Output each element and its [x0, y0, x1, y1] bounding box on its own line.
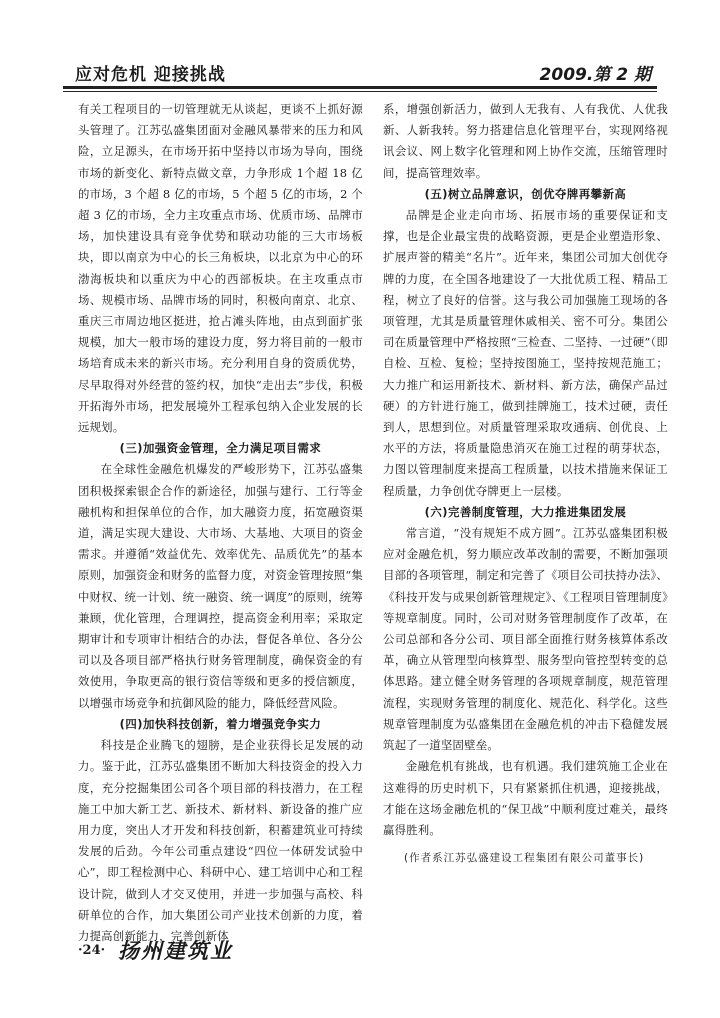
- section-heading: (五)树立品牌意识，创优夺牌再攀新高: [424, 186, 627, 201]
- issue-label: 2009.第 2 期: [539, 65, 651, 85]
- paragraph: 系，增强创新活力，做到人无我有、人有我优、人优我新、人新我转。努力搭建信息化管理平台，实现网络视讯会议、网上数字化管理和网上协作交流，压缩管理时间，提高管理效率。: [383, 102, 668, 180]
- journal-logo: 扬州建筑业: [118, 938, 233, 963]
- section-heading: (三)加强资金管理，全力满足项目需求: [119, 441, 322, 456]
- paragraph: 有关工程项目的一切管理就无从谈起，更谈不上抓好源头管理了。江苏弘盛集团面对金融风暴带来的压力和风险，立足源头，在市场开拓中坚持以市场为导向，围绕市场的新变化、新特点做文章，力争形成 1个超 18 亿的市场，3 个超 8 亿的市场，5 个超 5 亿的市场，2 个超 3 亿的市场，全力主攻重点市场、优质市场、品牌市场，加快建设具有竞争优势和联动功能的三大市场板块，即以南京为中心的长三角板块，以北京为中心的环渤海板块和以重庆为中心的西部板块。在主攻重点市场、规模市场、品牌市场的同时，积极向南京、北京、重庆三市周边地区挺进，抢占滩头阵地，由点到面扩张规模，加大一般市场的建设力度，努力将目前的一般市场培育成未来的新兴市场。充分利用自身的资质优势，尽早取得对外经营的签约权，加快“走出去”步伐，积极开拓海外市场，把发展境外工程承包纳入企业发展的长远规划。: [78, 102, 363, 435]
- section-heading: (六)完善制度管理，大力推进集团发展: [424, 504, 627, 519]
- page-number: ·24·: [78, 943, 106, 958]
- paragraph: 品牌是企业走向市场、拓展市场的重要保证和支撑，也是企业最宝贵的战略资源，更是企业塑造形象、扩展声誉的精美“名片”。近年来，集团公司加大创优夺牌的力度，在全国各地建设了一大批优质工程、精品工程，树立了良好的信誉。这与我公司加强施工现场的各项管理，尤其是质量管理休戚相关、密不可分。集团公司在质量管理中严格按照“三检查、二坚持、一过硬”（即自检、互检、复检；坚持按图施工，坚持按规范施工；大力推广和运用新技术、新材料、新方法，确保产品过硬）的方针进行施工，做到挂牌施工，技术过硬，责任到人，思想到位。对质量管理采取攻通病、创优良、上水平的方法，将质量隐患消灭在施工过程的萌芽状态，力图以管理制度来提高工程质量，以技术措施来保证工程质量，力争创优夺牌更上一层楼。: [383, 208, 668, 498]
- paragraph: 在全球性金融危机爆发的严峻形势下，江苏弘盛集团积极探索银企合作的新途径，加强与建行、工行等金融机构和担保单位的合作，加大融资力度，拓宽融资渠道，满足实现大建设、大市场、大基地、大项目的资金需求。并遵循“效益优先、效率优先、品质优先”的基本原则，加强资金和财务的监督力度，对资金管理按照“集中财权、统一计划、统一融资、统一调度”的原则，统筹兼顾，优化管理，合理调控，提高资金利用率；采取定期审计和专项审计相结合的办法，督促各单位、各分公司以及各项目部严格执行财务管理制度，确保资金的有效使用，争取更高的银行资信等级和更多的授信额度，以增强市场竞争和抗御风险的能力，降低经营风险。: [78, 462, 363, 710]
- page-footer: [70, 933, 370, 969]
- header-rule-thick: [63, 86, 657, 89]
- author-byline: (作者系江苏弘盛建设工程集团有限公司董事长): [404, 852, 645, 865]
- right-column: [383, 99, 668, 889]
- left-column: [78, 99, 363, 943]
- section-heading: (四)加快科技创新，着力增强竞争实力: [119, 716, 322, 731]
- running-header: [63, 52, 657, 92]
- paragraph: 常言道，“没有规矩不成方圆”。江苏弘盛集团积极应对金融危机，努力顺应改革改制的需要，不断加强项目部的各项管理，制定和完善了《项目公司扶持办法》、《科技开发与成果创新管理规定》、《工程项目管理制度》等规章制度。同时，公司对财务管理制度作了改革，在公司总部和各分公司、项目部全面推行财务核算体系改革，确立从管理型向核算型、服务型向管控型转变的总体思路。建立健全财务管理的各项规章制度，规范管理流程，实现财务管理的制度化、规范化、科学化。这些规章管理制度为弘盛集团在金融危机的冲击下稳健发展筑起了一道坚固壁垒。: [383, 526, 668, 753]
- paragraph: 科技是企业腾飞的翅膀，是企业获得长足发展的动力。鉴于此，江苏弘盛集团不断加大科技资金的投入力度，充分挖掘集团公司各个项目部的科技潜力，在工程施工中加大新工艺、新技术、新材料、新设备的推广应用力度，突出人才开发和科技创新，积蓄建筑业可持续发展的后劲。今年公司重点建设“四位一体研发试验中心”，即工程检测中心、科研中心、建工培训中心和工程设计院，做到人才交叉使用，并进一步加强与高校、科研单位的合作，加大集团公司产业技术创新的力度，着力提高创新能力，完善创新体: [78, 738, 363, 943]
- paragraph: 金融危机有挑战，也有机遇。我们建筑施工企业在这难得的历史时机下，只有紧紧抓住机遇，迎接挑战，才能在这场金融危机的“保卫战”中顺利度过难关，最终赢得胜利。: [383, 759, 668, 837]
- section-title: 应对危机 迎接挑战: [75, 65, 226, 85]
- header-rule-thin: [63, 91, 657, 92]
